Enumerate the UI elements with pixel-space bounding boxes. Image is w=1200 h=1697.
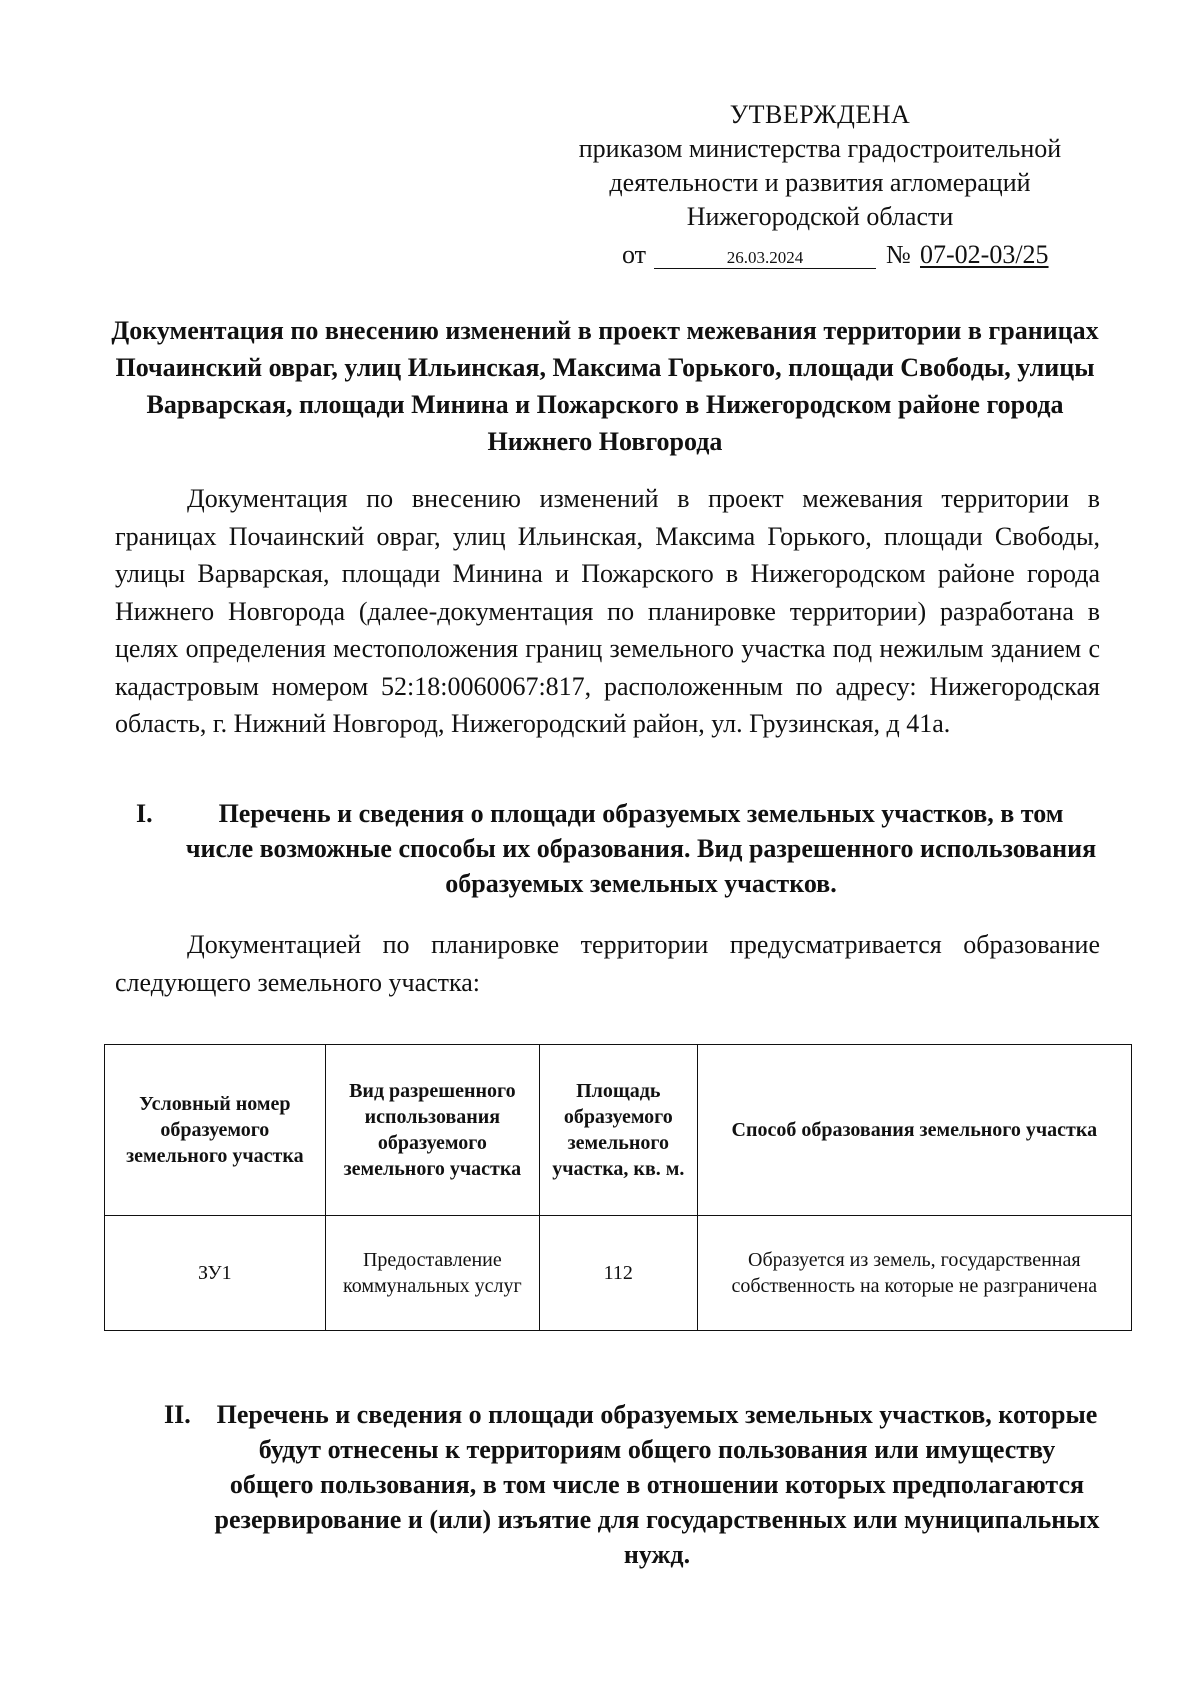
section-1-paragraph: Документацией по планировке территории предусматривается образование следующего земельного участка: — [115, 930, 1100, 997]
section-1-number: I. — [136, 799, 153, 828]
table-cell: ЗУ1 — [105, 1216, 326, 1331]
table-cell: Образуется из земель, государственная собственность на которые не разграничена — [697, 1216, 1131, 1331]
approval-date-line — [560, 236, 1080, 274]
section-1-heading — [136, 796, 1100, 901]
section-2-number: II. — [164, 1400, 191, 1429]
document-title: Документация по внесению изменений в проект межевания территории в границах Почаинский овраг, улиц Ильинская, Максима Горького, площади Свободы, улицы Варварская, площади Минина и Пожарского в Нижегородском районе города Нижнего Новгорода — [111, 316, 1099, 456]
table-cell: Предоставление коммунальных услуг — [325, 1216, 539, 1331]
date-field — [654, 236, 876, 269]
section-2-heading — [164, 1397, 1100, 1572]
approval-line-2: деятельности и развития агломераций — [609, 168, 1031, 197]
approval-line-3: Нижегородской области — [686, 202, 954, 231]
approval-heading: УТВЕРЖДЕНА — [729, 100, 911, 129]
order-number: 07-02-03/25 — [920, 240, 1049, 269]
intro-paragraph: Документация по внесению изменений в проект межевания территории в границах Почаинский овраг, улиц Ильинская, Максима Горького, площади Свободы, улицы Варварская, площади Минина и Пожарского в Нижегородском районе города Нижнего Новгорода (далее-документация по планировке территории) разработана в целях определения местоположения границ земельного участка под нежилым зданием с кадастровым номером 52:18:0060067:817, расположенным по адресу: Нижегородская область, г. Нижний Новгород, Нижегородский район, ул. Грузинская, д 41а. — [115, 484, 1100, 738]
section-2-title: Перечень и сведения о площади образуемых земельных участков, которые будут отнесены к территориям общего пользования или имуществу общего пользования, в том числе в отношении которых предполагаются резервирование и (или) изъятие для государственных или муниципальных нужд. — [214, 1400, 1100, 1569]
approval-date: 26.03.2024 — [726, 248, 804, 267]
table-header-cell: Условный номер образуемого земельного участка — [105, 1045, 326, 1216]
approval-line-1: приказом министерства градостроительной — [578, 134, 1062, 163]
table-header-cell: Вид разрешенного использования образуемого земельного участка — [325, 1045, 539, 1216]
date-prefix: от — [622, 240, 647, 269]
table-header-cell: Способ образования земельного участка — [697, 1045, 1131, 1216]
table-row — [105, 1216, 1132, 1331]
table-header-row — [105, 1045, 1132, 1216]
number-label: № — [886, 240, 911, 269]
section-1-title: Перечень и сведения о площади образуемых земельных участков, в том числе возможные способы их образования. Вид разрешенного использования образуемых земельных участков. — [185, 799, 1097, 898]
table-cell: 112 — [540, 1216, 698, 1331]
approval-stamp-block — [560, 98, 1080, 274]
land-plot-table — [104, 1044, 1132, 1331]
table-header-cell: Площадь образуемого земельного участка, кв. м. — [540, 1045, 698, 1216]
